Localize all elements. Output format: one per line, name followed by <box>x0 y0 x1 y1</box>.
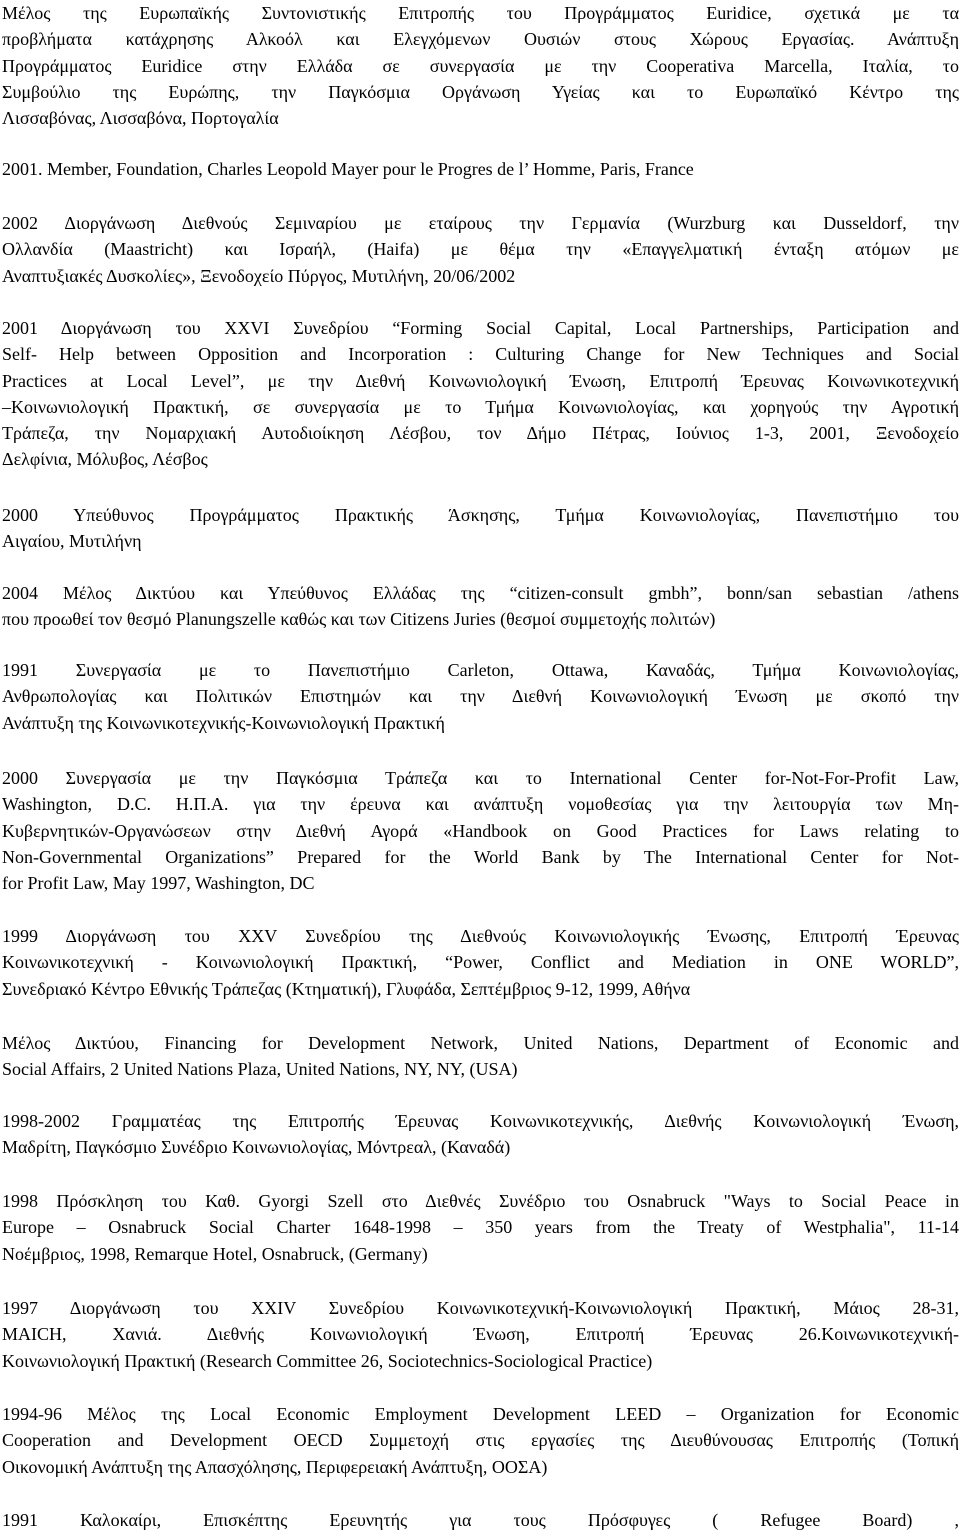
paragraph-2002-seminar <box>2 210 959 289</box>
text-line: Μέλος της Ευρωπαϊκής Συντονιστικής Επιτροπής του Προγράμματος Euridice, σχετικά με τα <box>2 3 959 23</box>
text-line: Νοέμβριος, 1998, Remarque Hotel, Osnabruck, (Germany) <box>2 1243 428 1264</box>
text-line: 2004 Μέλος Δικτύου και Υπεύθυνος Ελλάδας της “citizen-consult gmbh”, bonn/san sebastian /athens <box>2 583 959 603</box>
paragraph-1998-osnabruck <box>2 1188 959 1267</box>
text-line: που προωθεί τον θεσμό Planungszelle καθώς και των Citizens Juries (θεσμοί συμμετοχής πολιτών) <box>2 609 716 630</box>
text-line: Non-Governmental Organizations” Prepared for the World Bank by The International Center for Not- <box>2 846 959 867</box>
text-line: Κοινωνιολογική Πρακτική (Research Committee 26, Sociotechnics-Sociological Practice) <box>2 1350 653 1371</box>
text-line: Δελφίνια, Μόλυβος, Λέσβος <box>2 449 208 470</box>
text-line: Προγράμματος Euridice στην Ελλάδα σε συνεργασία με την Cooperativa Marcella, Ιταλία, το <box>2 55 959 76</box>
paragraph-euridice <box>2 0 959 131</box>
text-line: Οικονομική Ανάπτυξη της Απασχόλησης, Περιφερειακή Ανάπτυξη, ΟΟΣΑ) <box>2 1456 548 1477</box>
text-line: Λισσαβόνας, Λισσαβόνα, Πορτογαλία <box>2 108 279 129</box>
paragraph-1999-congress <box>2 923 959 1002</box>
text-line: Αναπτυξιακές Δυσκολίες», Ξενοδοχείο Πύργος, Μυτιλήνη, 20/06/2002 <box>2 265 516 286</box>
text-line: Συμβούλιο της Ευρώπης, την Παγκόσμια Οργάνωση Υγείας και το Ευρωπαϊκό Κέντρο της <box>2 81 959 102</box>
text-line: –Κοινωνιολογική Πρακτική, σε συνεργασία με το Τμήμα Κοινωνιολογίας, και χορηγούς την Αγροτική <box>2 396 959 417</box>
text-line: Αιγαίου, Μυτιλήνη <box>2 531 142 552</box>
paragraph-1991-carleton <box>2 657 959 736</box>
paragraph-2000-practice <box>2 502 959 555</box>
text-line: MAICH, Χανιά. Διεθνής Κοινωνιολογική Ένωση, Επιτροπή Έρευνας 26.Κοινωνικοτεχνική- <box>2 1324 959 1345</box>
text-line: Συνεδριακό Κέντρο Εθνικής Τράπεζας (Κτηματική), Γλυφάδα, Σεπτέμβριος 9-12, 1999, Αθήνα <box>2 978 691 999</box>
text-line: Ανθρωπολογίας και Πολιτικών Επιστημών και την Διεθνή Κοινωνιολογική Ένωση με σκοπό την <box>2 686 959 707</box>
text-line: 1994-96 Μέλος της Local Economic Employment Development LEED – Organization for Economic <box>2 1404 959 1424</box>
text-line: Ολλανδία (Maastricht) και Ισραήλ, (Haifa) με θέμα την «Επαγγελματική ένταξη ατόμων με <box>2 239 959 260</box>
text-line: Washington, D.C. Η.Π.Α. για την έρευνα και ανάπτυξη νομοθεσίας για την λειτουργία των Μη- <box>2 794 959 815</box>
text-line: Cooperation and Development OECD Συμμετοχή στις εργασίες της Διευθύνουσας Επιτροπής (Τοπική <box>2 1430 959 1451</box>
text-line: Self- Help between Opposition and Incorporation : Culturing Change for New Techniques and Social <box>2 344 959 365</box>
text-line: 1998-2002 Γραμματέας της Επιτροπής Έρευνας Κοινωνικοτεχνικής, Διεθνής Κοινωνιολογική Ένωση, <box>2 1111 959 1131</box>
text-line: 2001. Member, Foundation, Charles Leopold Mayer pour le Progres de l’ Homme, Paris, France <box>2 159 694 179</box>
text-line: Social Affairs, 2 United Nations Plaza, United Nations, NY, NY, (USA) <box>2 1059 518 1080</box>
text-line: for Profit Law, May 1997, Washington, DC <box>2 873 315 894</box>
text-line: Κυβερνητικών-Οργανώσεων στην Διεθνή Αγορά «Handbook on Good Practices for Laws relating to <box>2 820 959 841</box>
paragraph-1991-refugee-board <box>2 1507 959 1533</box>
paragraph-1997-congress <box>2 1295 959 1374</box>
text-line: Τράπεζα, την Νομαρχιακή Αυτοδιοίκηση Λέσβου, τον Δήμο Πέτρας, Ιούνιος 1-3, 2001, Ξενοδοχείο <box>2 423 959 444</box>
paragraph-1994-96-leed <box>2 1401 959 1480</box>
paragraph-2004-citizen-consult <box>2 580 959 633</box>
text-line: προβλήματα κατάχρησης Αλκοόλ και Ελεγχόμενων Ουσιών στους Χώρους Εργασίας. Ανάπτυξη <box>2 29 959 50</box>
text-line: 2002 Διοργάνωση Διεθνούς Σεμιναρίου με εταίρους την Γερμανία (Wurzburg και Dusseldorf, την <box>2 213 959 233</box>
paragraph-2001-congress <box>2 315 959 473</box>
paragraph-2000-world-bank <box>2 765 959 896</box>
paragraph-2001-member <box>2 156 959 182</box>
text-line: 1999 Διοργάνωση του XXV Συνεδρίου της Διεθνούς Κοινωνιολογικής Ένωσης, Επιτροπή Έρευνας <box>2 926 959 946</box>
text-line: 1998 Πρόσκληση του Καθ. Gyorgi Szell στο Διεθνές Συνέδριο του Osnabruck "Ways to Social Peace in <box>2 1191 959 1211</box>
paragraph-un-network <box>2 1030 959 1083</box>
text-line: Ανάπτυξη της Κοινωνικοτεχνικής-Κοινωνιολογική Πρακτική <box>2 712 445 733</box>
text-line: 2001 Διοργάνωση του XXVI Συνεδρίου “Forming Social Capital, Local Partnerships, Participation and <box>2 318 959 338</box>
text-line: 1997 Διοργάνωση του XXIV Συνεδρίου Κοινωνικοτεχνική-Κοινωνιολογική Πρακτική, Μάιος 28-31, <box>2 1298 959 1318</box>
text-line: Μέλος Δικτύου, Financing for Development Network, United Nations, Department of Economic and <box>2 1033 959 1053</box>
text-line: 2000 Υπεύθυνος Προγράμματος Πρακτικής Άσκησης, Τμήμα Κοινωνιολογίας, Πανεπιστήμιο του <box>2 505 959 525</box>
text-line: 1991 Συνεργασία με το Πανεπιστήμιο Carleton, Ottawa, Καναδάς, Τμήμα Κοινωνιολογίας, <box>2 660 959 680</box>
text-line: Europe – Osnabruck Social Charter 1648-1998 – 350 years from the Treaty of Westphalia", 11-14 <box>2 1217 959 1238</box>
paragraph-1998-2002-secretary <box>2 1108 959 1161</box>
text-line: 1991 Καλοκαίρι, Επισκέπτης Ερευνητής για τους Πρόσφυγες ( Refugee Board) , <box>2 1510 959 1530</box>
text-line: 2000 Συνεργασία με την Παγκόσμια Τράπεζα και το International Center for-Not-For-Profit Law, <box>2 768 959 788</box>
text-line: Μαδρίτη, Παγκόσμιο Συνέδριο Κοινωνιολογίας, Μόντρεαλ, (Καναδά) <box>2 1137 511 1158</box>
text-line: Practices at Local Level”, με την Διεθνή Κοινωνιολογική Ένωση, Επιτροπή Έρευνας Κοινωνικοτεχνική <box>2 370 959 391</box>
text-line: Κοινωνικοτεχνική - Κοινωνιολογική Πρακτική, “Power, Conflict and Mediation in ONE WORLD”, <box>2 952 959 973</box>
